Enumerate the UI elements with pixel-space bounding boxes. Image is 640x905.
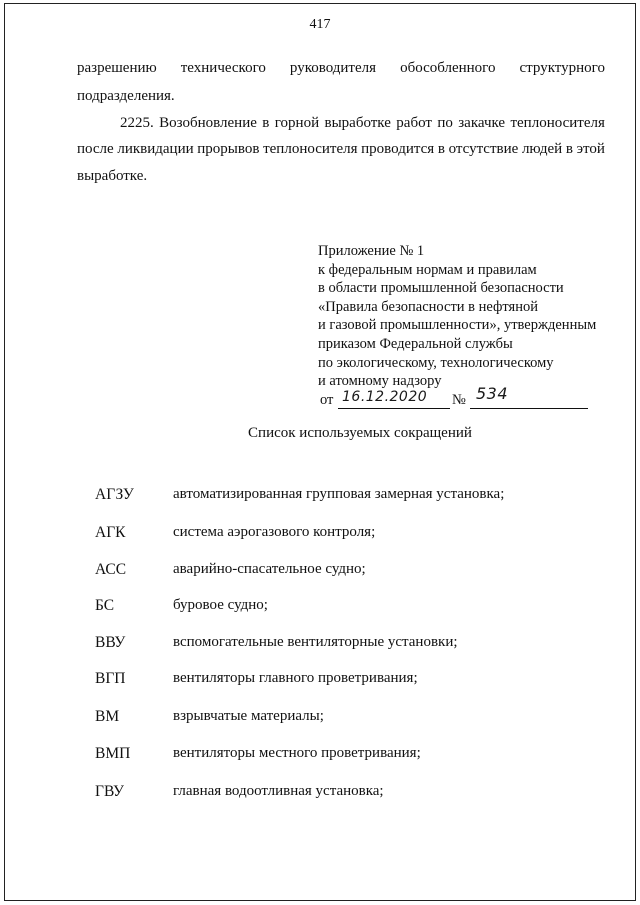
abbreviation: АГЗУ bbox=[95, 486, 134, 503]
page-number: 417 bbox=[309, 17, 331, 32]
word: прорывов bbox=[197, 141, 260, 157]
abbreviation-definition: вентиляторы главного проветривания; bbox=[173, 670, 418, 686]
abbreviations-title: Список используемых сокращений bbox=[248, 425, 472, 441]
word: горной bbox=[274, 115, 320, 131]
abbreviation-definition: вентиляторы местного проветривания; bbox=[173, 745, 421, 761]
handwritten-number: 534 bbox=[476, 383, 509, 403]
word: работ bbox=[396, 115, 432, 131]
order-date-number-line bbox=[318, 383, 618, 411]
word: ликвидации bbox=[117, 141, 194, 157]
abbreviation-definition: аварийно-спасательное судно; bbox=[173, 561, 366, 577]
paragraph-line-2: подразделения. bbox=[77, 88, 175, 104]
word: структурного bbox=[519, 60, 605, 76]
word: людей bbox=[521, 141, 563, 157]
abbreviation-definition: система аэрогазового контроля; bbox=[173, 524, 376, 540]
word: разрешению bbox=[77, 60, 157, 76]
appendix-line: в области промышленной безопасности bbox=[318, 280, 564, 297]
abbreviation: АСС bbox=[95, 561, 127, 578]
appendix-line: и атомному надзору bbox=[318, 373, 442, 390]
date-prefix: от bbox=[320, 391, 334, 408]
handwritten-date: 16.12.2020 bbox=[342, 388, 428, 405]
page-frame bbox=[4, 3, 636, 901]
appendix-line: и газовой промышленности», утвержденным bbox=[318, 317, 597, 334]
word: после bbox=[77, 141, 114, 157]
word: руководителя bbox=[289, 60, 377, 76]
appendix-header bbox=[318, 242, 618, 411]
number-prefix: № bbox=[452, 391, 466, 408]
word: в bbox=[262, 115, 270, 131]
appendix-line: «Правила безопасности в нефтяной bbox=[318, 298, 538, 315]
word: закачке bbox=[458, 115, 506, 131]
word: отсутствие bbox=[448, 141, 519, 157]
word: проводится bbox=[361, 141, 435, 157]
appendix-line: по экологическому, технологическому bbox=[318, 354, 554, 371]
appendix-line: к федеральным нормам и правилам bbox=[318, 261, 537, 278]
paragraph-line-3 bbox=[120, 114, 605, 132]
abbreviation: ВГП bbox=[95, 670, 126, 687]
abbreviation-definition: автоматизированная групповая замерная установка; bbox=[173, 486, 505, 502]
word: этой bbox=[576, 141, 605, 157]
abbreviation: ВВУ bbox=[95, 634, 126, 651]
abbreviation: АГК bbox=[95, 524, 126, 541]
word: теплоносителя bbox=[510, 115, 605, 131]
appendix-line: Приложение № 1 bbox=[318, 243, 425, 259]
abbreviation: ВМП bbox=[95, 745, 131, 762]
abbreviation-definition: вспомогательные вентиляторные установки; bbox=[173, 634, 458, 650]
abbreviation-definition: взрывчатые материалы; bbox=[173, 708, 324, 724]
word: выработке bbox=[324, 115, 391, 131]
word: Возобновление bbox=[159, 115, 257, 131]
abbreviation-definition: главная водоотливная установка; bbox=[173, 783, 384, 799]
paragraph-line-1 bbox=[77, 59, 605, 77]
abbreviation: ГВУ bbox=[95, 783, 125, 800]
abbreviation: БС bbox=[95, 597, 115, 614]
word: теплоносителя bbox=[263, 141, 358, 157]
paragraph-line-5: выработке. bbox=[77, 168, 148, 184]
abbreviation-definition: буровое судно; bbox=[173, 597, 268, 613]
paragraph-line-4 bbox=[77, 140, 605, 158]
word: 2225. bbox=[120, 115, 154, 131]
appendix-line: приказом Федеральной службы bbox=[318, 335, 513, 352]
word: по bbox=[437, 115, 453, 131]
abbreviation: ВМ bbox=[95, 708, 120, 725]
word: обособленного bbox=[400, 60, 496, 76]
word: в bbox=[437, 141, 445, 157]
word: технического bbox=[180, 60, 266, 76]
word: в bbox=[565, 141, 573, 157]
